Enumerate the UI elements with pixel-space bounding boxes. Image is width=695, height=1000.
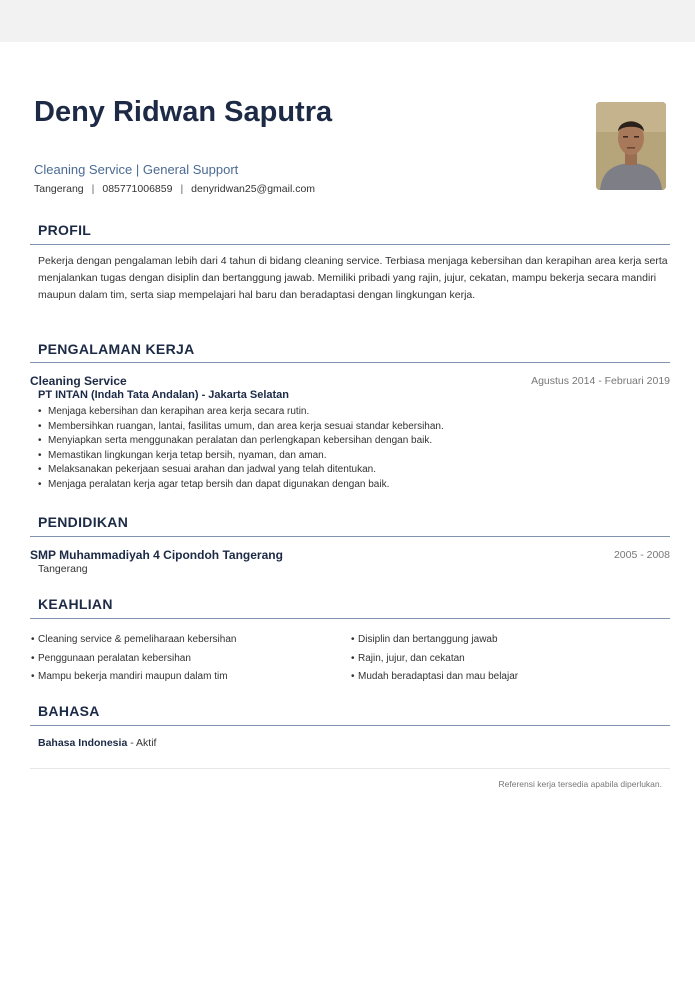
education-school: SMP Muhammadiyah 4 Cipondoh Tangerang xyxy=(30,548,283,562)
language-name: Bahasa Indonesia xyxy=(38,737,128,749)
list-item: • Membersihkan ruangan, lantai, fasilitas umum, dan area kerja sesuai standar kebersihan. xyxy=(38,420,444,435)
list-item: • Mudah beradaptasi dan mau belajar xyxy=(351,668,518,687)
list-item: • Menjaga kebersihan dan kerapihan area kerja secara rutin. xyxy=(38,405,444,420)
section-divider xyxy=(30,618,670,619)
language-entry xyxy=(38,737,156,749)
top-bar xyxy=(0,0,695,42)
job-duties-list xyxy=(38,405,444,493)
section-title-education: PENDIDIKAN xyxy=(38,514,129,530)
education-years: 2005 - 2008 xyxy=(613,549,670,561)
language-level: - Aktif xyxy=(127,737,157,749)
profile-photo xyxy=(596,102,666,190)
section-divider xyxy=(30,536,670,537)
list-item: • Rajin, jujur, dan cekatan xyxy=(351,650,518,669)
section-divider xyxy=(30,725,670,726)
footer-divider xyxy=(30,768,670,769)
list-item: • Melaksanakan pekerjaan sesuai arahan dan jadwal yang telah ditentukan. xyxy=(38,463,444,478)
section-title-profile: PROFIL xyxy=(38,222,92,238)
footer-note: Referensi kerja tersedia apabila diperlukan. xyxy=(498,779,662,789)
person-photo-icon xyxy=(596,102,666,190)
section-divider xyxy=(30,244,670,245)
resume-page xyxy=(0,42,695,1000)
list-item: • Cleaning service & pemeliharaan kebersihan xyxy=(31,631,236,650)
education-city: Tangerang xyxy=(38,563,88,575)
list-item: • Disiplin dan bertanggung jawab xyxy=(351,631,518,650)
contact-city: Tangerang xyxy=(34,183,84,195)
profile-text: Pekerja dengan pengalaman lebih dari 4 tahun di bidang cleaning service. Terbiasa menjaga kebersihan dan kerapihan area kerja serta menjalankan tugas dengan disiplin dan bertanggung jawab. Memiliki pribadi yang rajin, jujur, cekatan, mampu bekerja secara mandiri maupun dalam tim, serta siap mempelajari hal baru dan beradaptasi dengan lingkungan kerja. xyxy=(38,255,668,301)
contact-separator: | xyxy=(91,183,95,195)
list-item: • Menyiapkan serta menggunakan peralatan dan perlengkapan kebersihan dengan baik. xyxy=(38,434,444,449)
job-company: PT INTAN (Indah Tata Andalan) - Jakarta Selatan xyxy=(38,389,290,401)
list-item: • Mampu bekerja mandiri maupun dalam tim xyxy=(31,668,236,687)
job-dates: Agustus 2014 - Februari 2019 xyxy=(531,375,670,387)
skills-list-left xyxy=(31,631,236,687)
contact-email: denyridwan25@gmail.com xyxy=(191,183,316,195)
section-title-skills: KEAHLIAN xyxy=(38,596,113,612)
contact-separator: | xyxy=(180,183,184,195)
section-title-languages: BAHASA xyxy=(38,703,100,719)
list-item: • Menjaga peralatan kerja agar tetap bersih dan dapat digunakan dengan baik. xyxy=(38,478,444,493)
contact-line xyxy=(34,183,315,195)
candidate-subtitle: Cleaning Service | General Support xyxy=(34,162,239,177)
list-item: • Penggunaan peralatan kebersihan xyxy=(31,650,236,669)
list-item: • Memastikan lingkungan kerja tetap bersih, nyaman, dan aman. xyxy=(38,449,444,464)
candidate-name: Deny Ridwan Saputra xyxy=(34,96,333,128)
job-title: Cleaning Service xyxy=(30,374,127,388)
section-divider xyxy=(30,362,670,363)
contact-phone: 085771006859 xyxy=(102,183,173,195)
section-title-experience: PENGALAMAN KERJA xyxy=(38,341,195,357)
skills-list-right xyxy=(351,631,518,687)
